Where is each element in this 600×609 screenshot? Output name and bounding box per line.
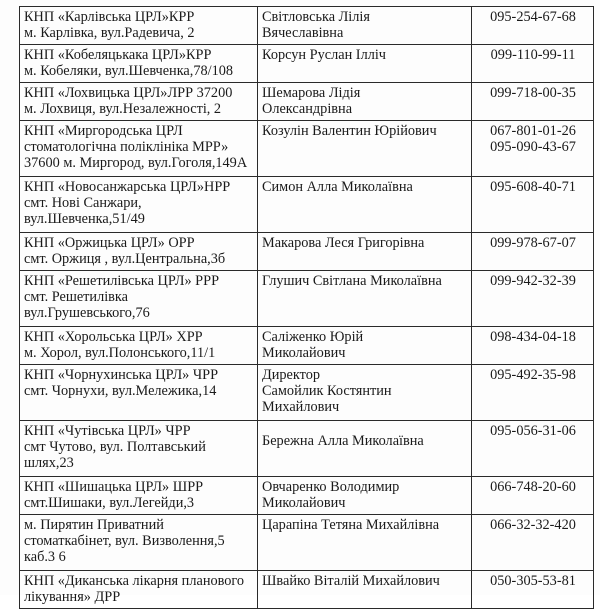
table-row	[20, 45, 594, 83]
organization-cell	[20, 327, 258, 365]
table-row	[20, 421, 594, 477]
organization-cell	[20, 177, 258, 233]
organization-cell	[20, 365, 258, 421]
organization-cell-line: смт. Нові Санжари,	[24, 195, 142, 212]
contact-person-cell	[258, 515, 472, 571]
organization-cell-line: каб.3 6	[24, 549, 66, 566]
organization-cell	[20, 421, 258, 477]
contact-person-cell-line: Самойлик Костянтин	[262, 383, 392, 400]
phone-cell	[472, 571, 594, 609]
organization-cell-line: стоматологічна поліклініка МРР»	[24, 139, 229, 156]
phone-cell-line: 095-608-40-71	[490, 179, 576, 195]
phone-cell	[472, 477, 594, 515]
contact-person-cell	[258, 421, 472, 477]
organization-cell-line: КНП «Новосанжарська ЦРЛ»НРР	[24, 179, 231, 195]
organization-cell	[20, 477, 258, 515]
organization-cell-line: КНП «Карлівська ЦРЛ»КРР	[24, 9, 195, 25]
organization-cell-line: м. Карлівка, вул.Радевича, 2	[24, 25, 195, 42]
contact-person-cell	[258, 177, 472, 233]
organization-cell-line: КНП «Хорольська ЦРЛ» ХРР	[24, 329, 203, 345]
contact-person-cell-line: Царапіна Тетяна Михайлівна	[262, 517, 440, 533]
organization-cell-line: смт.Шишаки, вул.Легейди,3	[24, 495, 195, 512]
contact-person-cell-line: Миколайович	[262, 345, 346, 362]
organization-cell-line: КНП «Кобеляцькака ЦРЛ»КРР	[24, 47, 212, 63]
organization-cell-line: вул.Шевченка,51/49	[24, 211, 145, 228]
contact-person-cell-line: Вячеславівна	[262, 25, 344, 42]
contact-person-cell	[258, 121, 472, 177]
organization-cell-line: лікування» ДРР	[24, 589, 121, 606]
table-row	[20, 121, 594, 177]
organization-cell	[20, 45, 258, 83]
contact-person-cell-line: Макарова Леся Григорівна	[262, 235, 425, 251]
contact-person-cell	[258, 327, 472, 365]
phone-cell	[472, 83, 594, 121]
organization-cell-line: м. Хорол, вул.Полонського,11/1	[24, 345, 216, 362]
contact-person-cell-line: Овчаренко Володимир	[262, 479, 400, 495]
phone-cell-line: 099-110-99-11	[490, 47, 576, 63]
organization-cell-line: стоматкабінет, вул. Визволення,5	[24, 533, 225, 550]
contact-person-cell-line: Корсун Руслан Ілліч	[262, 47, 386, 63]
organization-cell	[20, 83, 258, 121]
phone-cell-line: 050-305-53-81	[490, 573, 576, 589]
organization-cell-line: м. Лохвиця, вул.Незалежності, 2	[24, 101, 222, 118]
phone-cell-line: 066-32-32-420	[490, 517, 576, 533]
organization-cell-line: смт. Решетилівка	[24, 289, 129, 306]
table-row	[20, 7, 594, 45]
table-row	[20, 571, 594, 609]
table-row	[20, 327, 594, 365]
organization-cell-line: смт. Чорнухи, вул.Мележика,14	[24, 383, 217, 400]
table-row	[20, 83, 594, 121]
phone-cell	[472, 7, 594, 45]
organization-cell-line: КНП «Чорнухинська ЦРЛ» ЧРР	[24, 367, 219, 383]
contact-person-cell	[258, 271, 472, 327]
contact-person-cell	[258, 365, 472, 421]
organization-cell	[20, 233, 258, 271]
phone-cell	[472, 365, 594, 421]
contact-person-cell-line: Симон Алла Миколаївна	[262, 179, 413, 195]
contact-person-cell-line: Олександрівна	[262, 101, 353, 118]
table-row	[20, 177, 594, 233]
organization-cell	[20, 7, 258, 45]
organization-cell-line: 37600 м. Миргород, вул.Гоголя,149А	[24, 155, 248, 172]
phone-cell-line: 095-056-31-06	[490, 423, 576, 439]
contact-person-cell-line: Козулін Валентин Юрійович	[262, 123, 437, 139]
organization-cell-line: м. Пирятин Приватний	[24, 517, 164, 533]
phone-cell	[472, 177, 594, 233]
contact-person-cell-line: Директор	[262, 367, 321, 383]
contacts-table	[19, 6, 594, 609]
phone-cell-line: 098-434-04-18	[490, 329, 576, 345]
contact-person-cell-line: Саліженко Юрій	[262, 329, 364, 345]
organization-cell-line: шлях,23	[24, 455, 74, 472]
table-row	[20, 233, 594, 271]
phone-cell-line: 099-942-32-39	[490, 273, 576, 289]
phone-cell	[472, 271, 594, 327]
contact-person-cell-line: Бережна Алла Миколаївна	[262, 433, 424, 449]
contact-person-cell-line: Глушич Світлана Миколаївна	[262, 273, 442, 289]
phone-cell-line: 099-718-00-35	[490, 85, 576, 101]
contact-person-cell	[258, 233, 472, 271]
phone-cell-line: 095-492-35-98	[490, 367, 576, 383]
phone-cell-line: 067-801-01-26	[490, 123, 576, 139]
phone-cell-line: 066-748-20-60	[490, 479, 576, 495]
phone-cell	[472, 327, 594, 365]
table-row	[20, 477, 594, 515]
contacts-table-body	[20, 7, 594, 609]
contact-person-cell	[258, 83, 472, 121]
phone-cell	[472, 45, 594, 83]
table-row	[20, 365, 594, 421]
organization-cell-line: КНП «Миргородська ЦРЛ	[24, 123, 183, 139]
organization-cell	[20, 121, 258, 177]
contact-person-cell-line: Миколайович	[262, 495, 346, 512]
organization-cell-line: КНП «Чутівська ЦРЛ» ЧРР	[24, 423, 191, 439]
table-row	[20, 271, 594, 327]
phone-cell	[472, 233, 594, 271]
phone-cell-line: 095-090-43-67	[490, 139, 576, 156]
contact-person-cell-line: Шемарова Лідія	[262, 85, 361, 101]
table-row	[20, 515, 594, 571]
contact-person-cell	[258, 571, 472, 609]
organization-cell-line: вул.Грушевського,76	[24, 305, 150, 322]
phone-cell-line: 095-254-67-68	[490, 9, 576, 25]
phone-cell	[472, 421, 594, 477]
organization-cell-line: смт Чутово, вул. Полтавський	[24, 439, 206, 456]
organization-cell	[20, 271, 258, 327]
contact-person-cell	[258, 477, 472, 515]
organization-cell-line: м. Кобеляки, вул.Шевченка,78/108	[24, 63, 234, 80]
organization-cell-line: КНП «Лохвицька ЦРЛ»ЛРР 37200	[24, 85, 233, 101]
phone-cell-line: 099-978-67-07	[490, 235, 576, 251]
contact-person-cell	[258, 7, 472, 45]
organization-cell	[20, 515, 258, 571]
organization-cell-line: КНП «Решетилівська ЦРЛ» РРР	[24, 273, 220, 289]
organization-cell-line: КНП «Шишацька ЦРЛ» ШРР	[24, 479, 204, 495]
contact-person-cell	[258, 45, 472, 83]
contact-person-cell-line: Швайко Віталій Михайлович	[262, 573, 440, 589]
organization-cell-line: КНП «Диканська лікарня планового	[24, 573, 245, 589]
phone-cell	[472, 515, 594, 571]
organization-cell	[20, 571, 258, 609]
organization-cell-line: смт. Оржиця , вул.Центральна,3б	[24, 251, 226, 268]
phone-cell	[472, 121, 594, 177]
contact-person-cell-line: Світловська Лілія	[262, 9, 370, 25]
organization-cell-line: КНП «Оржицька ЦРЛ» ОРР	[24, 235, 195, 251]
contact-person-cell-line: Михайлович	[262, 399, 340, 416]
